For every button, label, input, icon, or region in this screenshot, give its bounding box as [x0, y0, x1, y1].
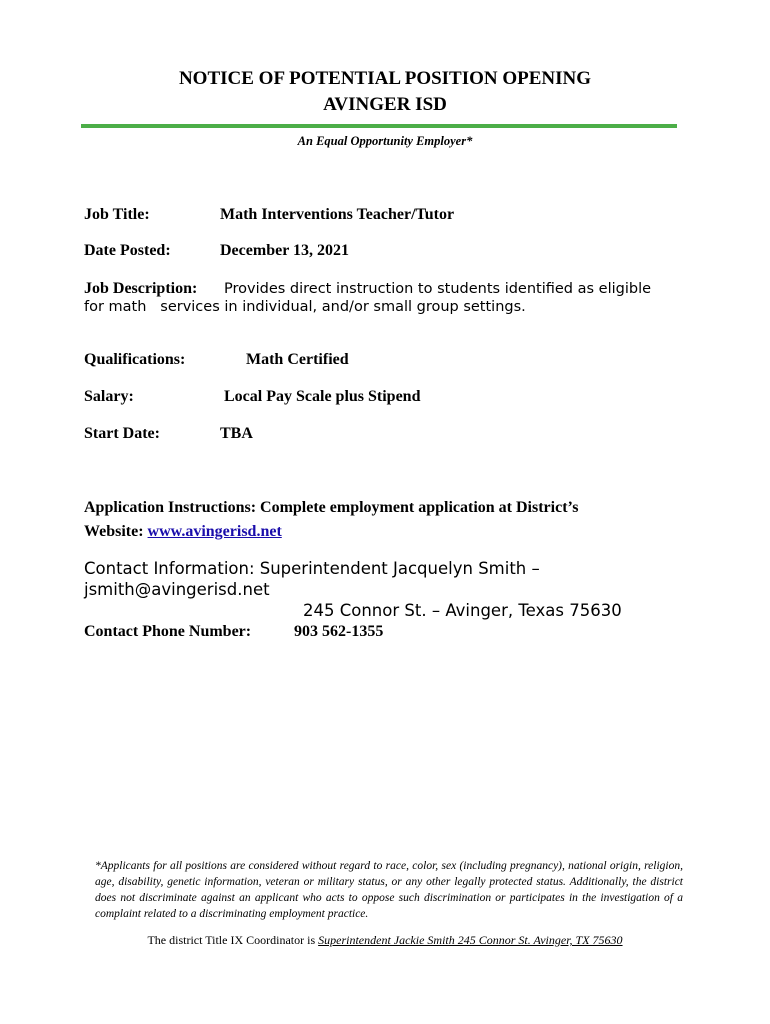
title-ix-statement [0, 933, 770, 948]
equal-opportunity-subtitle: An Equal Opportunity Employer* [297, 134, 473, 148]
contact-email: jsmith@avingerisd.net [84, 580, 270, 599]
job-description-line1: Provides direct instruction to students identified as eligible [224, 281, 652, 297]
date-posted-value: December 13, 2021 [220, 242, 349, 259]
contact-address: 245 Connor St. – Avinger, Texas 75630 [303, 601, 622, 620]
application-website-line [84, 523, 282, 541]
website-label: Website: [84, 523, 148, 540]
job-title-label: Job Title: [84, 206, 150, 223]
title-ix-coordinator: Superintendent Jackie Smith 245 Connor St. Avinger, TX 75630 [318, 933, 623, 947]
job-description-label: Job Description: [84, 280, 198, 297]
start-date-value: TBA [220, 425, 253, 442]
qualifications-label: Qualifications: [84, 351, 186, 368]
salary-value: Local Pay Scale plus Stipend [224, 388, 421, 405]
eoe-footnote: *Applicants for all positions are considered without regard to race, color, sex (including pregnancy), national origin, religion, age, disability, genetic information, veteran or military status, or any other legally protected status. Additionally, the district does not discriminate against an applicant who acts to oppose such discrimination or participates in the investigation of a complaint related to a discriminating employment practice. [95, 860, 683, 920]
page-title-line2: AVINGER ISD [323, 94, 447, 115]
qualifications-value: Math Certified [246, 351, 349, 368]
job-title-value: Math Interventions Teacher/Tutor [220, 206, 455, 223]
contact-information-line1: Contact Information: Superintendent Jacquelyn Smith – [84, 559, 540, 578]
title-divider [81, 124, 677, 128]
application-instructions: Application Instructions: Complete employment application at District’s [84, 499, 579, 516]
contact-phone-value: 903 562-1355 [294, 623, 384, 640]
website-link[interactable]: www.avingerisd.net [147, 523, 282, 540]
contact-phone-label: Contact Phone Number: [84, 623, 252, 640]
page-title-line1: NOTICE OF POTENTIAL POSITION OPENING [178, 68, 592, 89]
title-ix-prefix: The district Title IX Coordinator is [147, 933, 319, 947]
job-description-line2: for math services in individual, and/or small group settings. [84, 299, 526, 315]
date-posted-label: Date Posted: [84, 242, 171, 259]
salary-label: Salary: [84, 388, 134, 405]
start-date-label: Start Date: [84, 425, 160, 442]
